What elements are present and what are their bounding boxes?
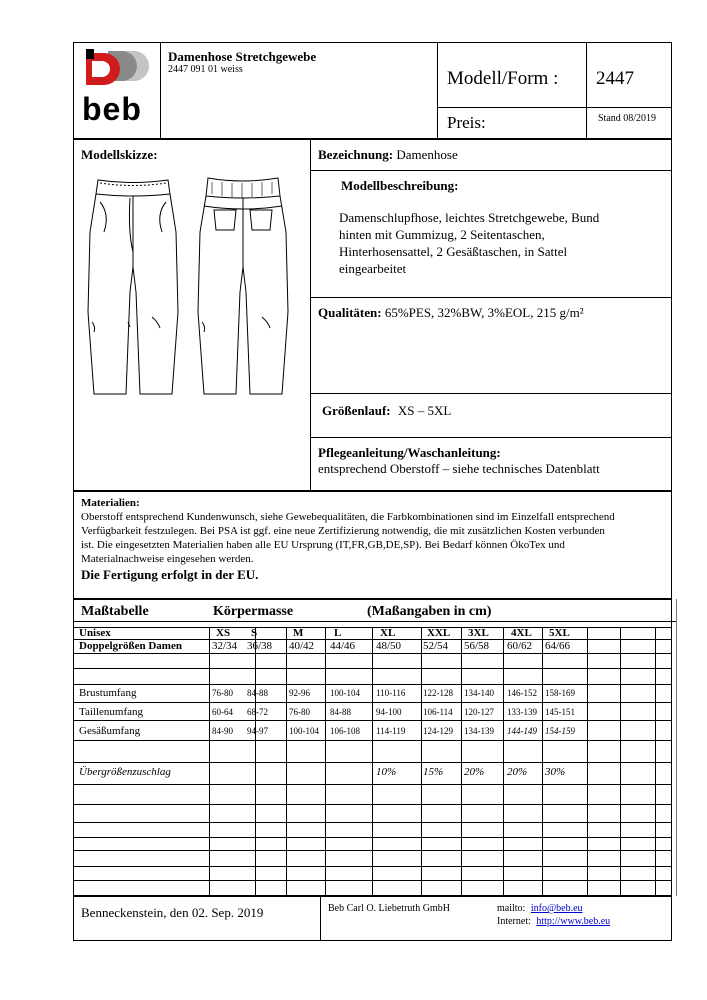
divider-beschreibung (310, 297, 672, 298)
measure-value: 134-139 (464, 726, 494, 736)
beschreibung-label: Modellbeschreibung: (341, 178, 459, 193)
size-header-3xl: 3XL (468, 627, 489, 639)
size-header-5xl: 5XL (549, 627, 570, 639)
table-column-line (286, 627, 287, 896)
pflege-value: entsprechend Oberstoff – siehe technisches Datenblatt (318, 461, 600, 476)
measure-value: 94-97 (247, 726, 268, 736)
materialien-line: ist. Die eingesetzten Materialien haben alle EU Ursprung (IT,FR,GB,DE,SP). Bei Bedarf können ÖkoTex und (81, 539, 565, 551)
website-link[interactable]: http://www.beb.eu (536, 916, 611, 927)
measure-value: 124-129 (423, 726, 453, 736)
doppel-size: 36/38 (247, 640, 273, 652)
measure-value: 76-80 (212, 688, 233, 698)
size-header-xl: XL (380, 627, 396, 639)
table-column-line (209, 627, 210, 896)
measure-value: 106-114 (423, 707, 453, 717)
angaben-label: (Maßangaben in cm) (367, 604, 492, 619)
header-frame (73, 42, 672, 139)
table-column-line (325, 627, 326, 896)
doppel-size: 32/34 (212, 640, 238, 652)
zuschlag-value: 10% (376, 766, 397, 778)
logo-text: beb (82, 91, 142, 127)
zuschlag-value: 15% (423, 766, 444, 778)
measure-value: 146-152 (507, 688, 537, 698)
pflege-label: Pflegeanleitung/Waschanleitung: (318, 445, 501, 460)
bezeichnung-value: Damenhose (396, 147, 458, 162)
groessenlauf-row (322, 403, 451, 419)
doppel-size: 60/62 (507, 640, 533, 652)
company-logo (82, 47, 154, 131)
model-label: Modell/Form : (447, 68, 559, 89)
mailto-label: mailto: (497, 903, 526, 914)
internet-label: Internet: (497, 916, 531, 927)
table-column-line (255, 627, 256, 896)
table-column-line (655, 627, 656, 896)
size-header-4xl: 4XL (511, 627, 532, 639)
materialien-label: Materialien: (81, 497, 140, 509)
measure-label: Gesäßumfang (79, 725, 141, 737)
doppel-label: Doppelgrößen Damen (79, 640, 182, 652)
measure-value: 134-140 (464, 688, 494, 698)
divider-groessenlauf (310, 437, 672, 438)
qualitaeten-row (318, 305, 584, 321)
model-section-divider (310, 139, 311, 491)
measure-value: 106-108 (330, 726, 360, 736)
size-header-xxl: XXL (427, 627, 451, 639)
measure-value: 122-128 (423, 688, 453, 698)
doppel-size: 64/66 (545, 640, 571, 652)
company-name: Beb Carl O. Liebetruth GmbH (328, 903, 450, 914)
bezeichnung-row (318, 147, 458, 163)
measure-value: 158-169 (545, 688, 575, 698)
size-header-l: L (334, 627, 342, 639)
measure-value: 120-127 (464, 707, 494, 717)
measure-value: 133-139 (507, 707, 537, 717)
measure-value: 145-151 (545, 707, 575, 717)
mailto-row (497, 903, 583, 914)
table-column-line (503, 627, 504, 896)
koerper-label: Körpermasse (213, 604, 294, 619)
doppel-size: 52/54 (423, 640, 449, 652)
measure-value: 154-159 (545, 726, 575, 736)
table-right-stub-line (672, 621, 676, 622)
table-title: Maßtabelle (81, 604, 149, 619)
divider-qualitaeten (310, 393, 672, 394)
groessenlauf-value: XS – 5XL (397, 403, 452, 418)
document-title: Damenhose Stretchgewebe (168, 49, 317, 64)
measure-value: 76-80 (289, 707, 310, 717)
table-column-line (587, 627, 588, 896)
internet-row (497, 916, 610, 927)
materialien-line: Oberstoff entsprechend Kundenwunsch, siehe Gewebequalitäten, die Farbkombinationen sind im Einzelfall entsprechend (81, 511, 615, 523)
beschreibung-line: Hinterhosensattel, 2 Gesäßtaschen, in Sattel (339, 244, 568, 259)
measure-label: Taillenumfang (79, 706, 143, 718)
measure-value: 68-72 (247, 707, 268, 717)
groessenlauf-label: Größenlauf: (322, 403, 391, 418)
measure-value: 100-104 (330, 688, 360, 698)
zuschlag-value: 30% (545, 766, 566, 778)
measure-value: 100-104 (289, 726, 319, 736)
table-column-line (372, 627, 373, 896)
zuschlag-value: 20% (464, 766, 485, 778)
measure-value: 144-149 (507, 726, 537, 736)
beschreibung-line: Damenschlupfhose, leichtes Stretchgewebe, Bund (339, 210, 600, 225)
measure-value: 114-119 (376, 726, 406, 736)
fertigung-note: Die Fertigung erfolgt in der EU. (81, 567, 259, 582)
doppel-size: 44/46 (330, 640, 356, 652)
header-divider-title (437, 42, 438, 139)
measure-label: Brustumfang (79, 687, 137, 699)
place-date: Benneckenstein, den 02. Sep. 2019 (81, 905, 264, 920)
measure-value: 94-100 (376, 707, 402, 717)
table-column-line (421, 627, 422, 896)
table-column-line (542, 627, 543, 896)
doppel-size: 48/50 (376, 640, 402, 652)
measure-value: 60-64 (212, 707, 233, 717)
sketch-label: Modellskizze: (81, 147, 158, 162)
table-column-line (620, 627, 621, 896)
size-header-s: S (251, 627, 258, 639)
unisex-label: Unisex (79, 627, 111, 639)
email-link[interactable]: info@beb.eu (530, 903, 583, 914)
beschreibung-line: hinten mit Gummizug, 2 Seitentaschen, (339, 227, 545, 242)
beschreibung-line: eingearbeitet (339, 261, 407, 276)
table-row-line (73, 621, 672, 622)
measure-value: 110-116 (376, 688, 406, 698)
stand-date: Stand 08/2019 (598, 113, 657, 124)
size-header-xs: XS (216, 627, 231, 639)
zuschlag-label: Übergrößenzuschlag (79, 766, 171, 778)
price-label: Preis: (447, 113, 486, 132)
measure-value: 84-88 (247, 688, 268, 698)
measure-value: 92-96 (289, 688, 310, 698)
size-header-m: M (293, 627, 304, 639)
measure-value: 84-90 (212, 726, 233, 736)
doppel-size: 40/42 (289, 640, 315, 652)
materialien-line: Verfügbarkeit festzulegen. Bei PSA ist ggf. eine neue Zertifizierung notwendig, die mit zusätzlichen Kosten verbunden (81, 525, 605, 537)
header-divider-model (586, 42, 587, 139)
table-outer-right-line (676, 599, 677, 896)
measure-value: 84-88 (330, 707, 351, 717)
article-number: 2447 091 01 weiss (168, 64, 243, 75)
table-column-line (461, 627, 462, 896)
qualitaeten-value: 65%PES, 32%BW, 3%EOL, 215 g/m² (384, 305, 584, 320)
trousers-sketch (80, 172, 302, 404)
header-divider-logo (160, 42, 161, 139)
zuschlag-value: 20% (507, 766, 528, 778)
materialien-line: Materialnachweise eingesehen werden. (81, 553, 254, 565)
footer-divider (320, 896, 321, 941)
doppel-size: 56/58 (464, 640, 490, 652)
qualitaeten-label: Qualitäten: (318, 305, 382, 320)
model-number: 2447 (596, 68, 634, 89)
divider-bezeichnung (310, 170, 672, 171)
header-divider-price (437, 107, 672, 108)
bezeichnung-label: Bezeichnung: (318, 147, 394, 162)
